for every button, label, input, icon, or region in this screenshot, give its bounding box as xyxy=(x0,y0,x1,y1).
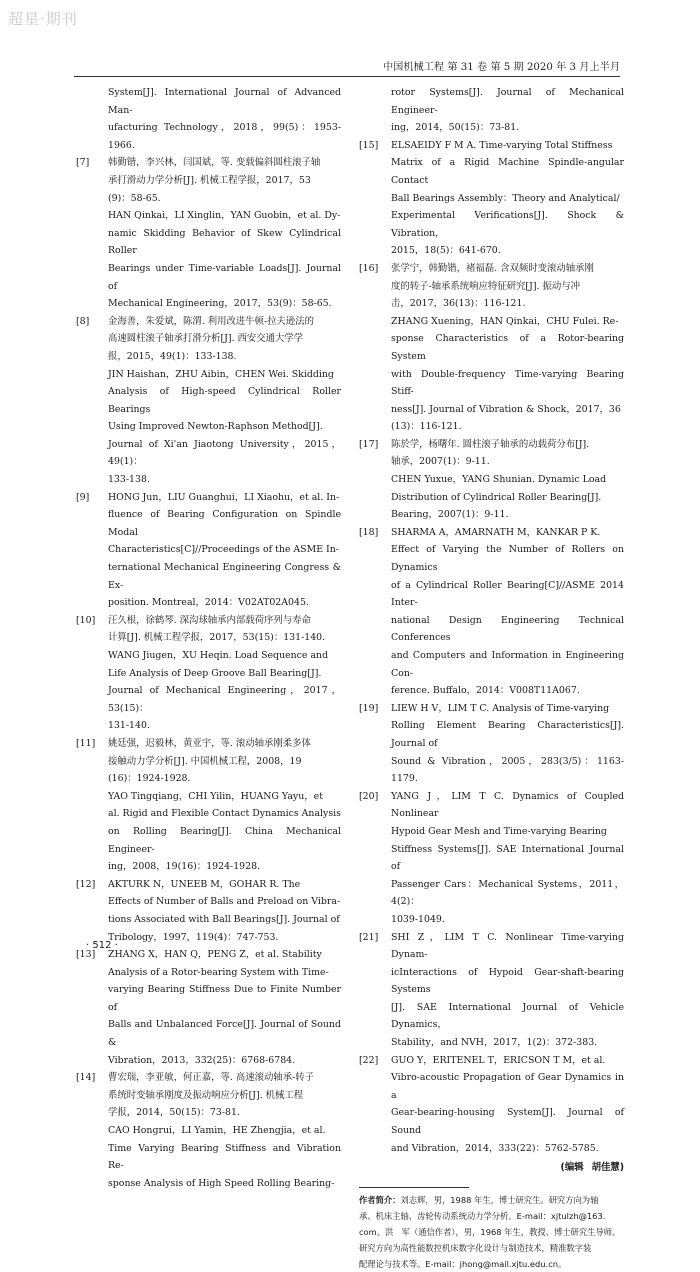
reference-entry xyxy=(76,84,341,154)
reference-line: 韩勤锴，李兴林，闫国斌，等. 变载偏斜圆柱滚子轴 xyxy=(108,157,321,169)
reference-line: CHEN Yuxue，YANG Shunian. Dynamic Load xyxy=(391,474,607,486)
reference-line: YANG J，LIM T C. Dynamics of Coupled Nonlinear xyxy=(391,790,624,820)
reference-entry xyxy=(76,489,341,612)
reference-line: on Rolling Bearing[J]. China Mechanical Engineer- xyxy=(108,825,341,855)
reference-line: Stiffness Systems[J]. SAE International Journal of xyxy=(391,843,624,873)
reference-entry xyxy=(76,876,341,946)
reference-entry xyxy=(359,788,624,929)
right-column xyxy=(359,84,624,1272)
reference-line: Sound & Vibration，2005，283(3/5)：1163-1179. xyxy=(391,755,624,785)
reference-entry xyxy=(359,524,624,700)
reference-line: 汪久根，徐鹤琴. 深沟球轴承内部载荷序列与寿命 xyxy=(108,614,311,626)
reference-line: rotor Systems[J]. Journal of Mechanical Engineer- xyxy=(391,87,624,116)
reference-number: [11] xyxy=(76,737,96,749)
reference-line: Time Varying Bearing Stiffness and Vibration Re- xyxy=(108,1142,341,1172)
reference-line: SHARMA A，AMARNATH M，KANKAR P K. xyxy=(391,526,601,538)
reference-line: (9)：58-65. xyxy=(108,192,161,204)
reference-line: Analysis of High-speed Cylindrical Roller Bearings xyxy=(108,386,341,415)
author-divider xyxy=(359,1187,469,1188)
reference-line: Experimental Verifications[J]. Shock & Vibration， xyxy=(391,210,624,239)
reference-number: [20] xyxy=(359,790,379,802)
reference-line: System[J]. International Journal of Advanced Man- xyxy=(108,87,341,116)
reference-line: Effect of Varying the Number of Rollers on Dynamics xyxy=(391,544,624,574)
reference-line: Hypoid Gear Mesh and Time-varying Bearing xyxy=(391,825,607,837)
reference-line: Passenger Cars：Mechanical Systems，2011，4(2)： xyxy=(391,878,624,908)
reference-line: position. Montreal，2014：V02AT02A045. xyxy=(108,597,309,609)
reference-line: HAN Qinkai，LI Xinglin，YAN Guobin，et al. Dy- xyxy=(108,210,341,222)
editor-label: (编辑 xyxy=(560,1162,584,1174)
reference-number: [13] xyxy=(76,949,96,961)
reference-line: with Double-frequency Time-varying Bearing Stiff- xyxy=(391,368,624,398)
reference-line: 系统时变轴承刚度及振动响应分析[J]. 机械工程 xyxy=(108,1089,304,1101)
reference-line: AKTURK N，UNEEB M，GOHAR R. The xyxy=(108,878,301,890)
editor-credit xyxy=(359,1159,624,1177)
reference-line: Tribology，1997，119(4)：747-753. xyxy=(108,931,279,943)
reference-line: (16)：1924-1928. xyxy=(108,773,191,785)
reference-entry xyxy=(76,154,341,312)
reference-number: [8] xyxy=(76,315,90,327)
reference-line: JIN Haishan，ZHU Aibin，CHEN Wei. Skidding xyxy=(108,368,334,380)
running-header: 中国机械工程 第 31 卷 第 5 期 2020 年 3 月上半月 xyxy=(382,62,620,73)
header-rule xyxy=(74,76,620,77)
reference-entry xyxy=(359,137,624,260)
reference-line: Balls and Unbalanced Force[J]. Journal of Sound & xyxy=(108,1019,341,1049)
reference-line: Ball Bearings Assembly：Theory and Analytical/ xyxy=(391,192,620,204)
reference-line: sponse Analysis of High Speed Rolling Bearing- xyxy=(108,1177,335,1189)
reference-number: [16] xyxy=(359,262,379,274)
reference-line: LIEW H V，LIM T C. Analysis of Time-varying xyxy=(391,702,610,714)
reference-line: WANG Jiugen，XU Heqin. Load Sequence and xyxy=(108,650,329,661)
reference-line: 报，2015，49(1)：133-138. xyxy=(108,350,237,362)
author-note-body xyxy=(359,1195,620,1269)
reference-line: Bearings under Time-variable Loads[J]. Journal of xyxy=(108,262,341,292)
reference-entry xyxy=(76,313,341,489)
reference-line: and Computers and Information in Engineering Con- xyxy=(391,650,624,679)
reference-line: 接触动力学分析[J]. 中国机械工程，2008，19 xyxy=(108,755,302,767)
reference-number: [22] xyxy=(359,1054,379,1066)
reference-line: 高速圆柱滚子轴承打滑分析[J]. 西安交通大学学 xyxy=(108,333,304,345)
reference-entry xyxy=(359,436,624,524)
reference-line: Using Improved Newton-Raphson Method[J]. xyxy=(108,421,323,433)
reference-line: namic Skidding Behavior of Skew Cylindrical Roller xyxy=(108,227,341,257)
author-note xyxy=(359,1192,624,1272)
reference-line: Rolling Element Bearing Characteristics[J]. Journal of xyxy=(391,720,624,749)
reference-line: (13)：116-121. xyxy=(391,421,462,433)
reference-entry xyxy=(359,700,624,788)
reference-line: [J]. SAE International Journal of Vehicle Dynamics， xyxy=(391,1001,624,1031)
reference-line: Vibration，2013，332(25)：6768-6784. xyxy=(108,1054,296,1066)
left-column xyxy=(76,84,341,1192)
reference-number: [18] xyxy=(359,526,379,538)
author-note-label: 作者简介： xyxy=(359,1194,401,1205)
reference-line: ing，2008，19(16)：1924-1928. xyxy=(108,861,261,873)
reference-line: 1039-1049. xyxy=(391,913,445,925)
reference-number: [17] xyxy=(359,438,379,450)
reference-line: 击，2017，36(13)：116-121. xyxy=(391,298,526,310)
reference-line: Journal of Mechanical Engineering，2017，53(15)： xyxy=(108,685,341,714)
reference-line: 学报，2014，50(15)：73-81. xyxy=(108,1107,240,1119)
reference-number: [10] xyxy=(76,614,96,626)
reference-line: CAO Hongrui，LI Yamin，HE Zhengjia，et al. xyxy=(108,1125,326,1137)
reference-line: varying Bearing Stiffness Due to Finite Number of xyxy=(108,984,341,1013)
reference-line: YAO Tingqiang，CHI Yilin，HUANG Yayu，et xyxy=(108,790,323,802)
reference-line: 姚廷强，迟毅林，黄亚宇，等. 滚动轴承刚柔多体 xyxy=(108,737,311,749)
reference-number: [15] xyxy=(359,139,379,151)
watermark-logo: 超星·期刊 xyxy=(8,10,78,28)
reference-entry xyxy=(359,260,624,436)
reference-line: and Vibration，2014，333(22)：5762-5785. xyxy=(391,1142,599,1154)
reference-number: [9] xyxy=(76,491,90,503)
reference-line: ference. Buffalo，2014：V008T11A067. xyxy=(391,685,580,697)
reference-entry xyxy=(76,946,341,1069)
reference-entry xyxy=(359,929,624,1052)
reference-line: ternational Mechanical Engineering Congress & Ex- xyxy=(108,562,341,591)
reference-line: 度的转子-轴承系统响应特征研究[J]. 振动与冲 xyxy=(391,280,580,292)
reference-entry xyxy=(76,612,341,735)
page-number: · 512 · xyxy=(86,940,118,951)
reference-line: ZHANG X，HAN Q，PENG Z，et al. Stability xyxy=(108,949,322,961)
author-note-line: 刘志辉，男，1988 年生，博士研究生。研究方向为轴 xyxy=(400,1194,599,1205)
reference-line: Gear-bearing-housing System[J]. Journal of Sound xyxy=(391,1107,624,1137)
editor-name: 胡佳慧) xyxy=(591,1162,624,1174)
reference-line: icInteractions of Hypoid Gear-shaft-bearing Systems xyxy=(391,966,624,996)
author-note-line: 研究方向为高性能数控机床数字化设计与制造技术，精准数字装 xyxy=(359,1242,592,1253)
reference-line: ZHANG Xuening，HAN Qinkai，CHU Fulei. Re- xyxy=(391,315,619,327)
reference-line: of a Cylindrical Roller Bearing[C]//ASME 2014 Inter- xyxy=(391,579,624,609)
reference-number: [19] xyxy=(359,702,379,714)
reference-line: 张学宁，韩勤锴，褚福磊. 含双频时变滚动轴承刚 xyxy=(391,262,594,274)
reference-line: ELSAEIDY F M A. Time-varying Total Stiffness xyxy=(391,139,613,151)
reference-number: [12] xyxy=(76,878,96,890)
reference-line: ufacturing Technology，2018，99(5)：1953-1966. xyxy=(108,122,341,151)
reference-line: 陈於学，杨曙年. 圆柱滚子轴承的动载荷分布[J]. xyxy=(391,438,590,450)
reference-line: SHI Z，LIM T C. Nonlinear Time-varying Dynam- xyxy=(391,931,624,961)
reference-line: Vibro-acoustic Propagation of Gear Dynamics in a xyxy=(391,1072,624,1101)
reference-line: al. Rigid and Flexible Contact Dynamics Analysis xyxy=(108,808,341,820)
reference-line: Journal of Xi'an Jiaotong University，2015，49(1)： xyxy=(108,438,341,468)
reference-line: tions Associated with Ball Bearings[J]. Journal of xyxy=(108,913,340,925)
author-note-line: 承、机床主轴、齿轮传动系统动力学分析。E-mail：xjtulzh@163. xyxy=(359,1210,606,1221)
author-note-line: com。洪 军（通信作者），男，1968 年生，教授、博士研究生导师。 xyxy=(359,1226,621,1237)
reference-entry xyxy=(359,1052,624,1158)
reference-line: Characteristics[C]//Proceedings of the ASME In- xyxy=(108,544,339,556)
reference-number: [21] xyxy=(359,931,379,943)
reference-line: national Design Engineering Technical Conferences xyxy=(391,614,624,644)
reference-number: [7] xyxy=(76,157,90,169)
reference-line: Analysis of a Rotor-bearing System with Time- xyxy=(108,966,329,978)
reference-line: 计算[J]. 机械工程学报，2017，53(15)：131-140. xyxy=(108,632,326,644)
right-references xyxy=(359,84,624,1157)
reference-line: 2015，18(5)：641-670. xyxy=(391,245,501,257)
reference-line: 曹宏瑞，李亚敏，何正嘉，等. 高速滚动轴承-转子 xyxy=(108,1072,315,1084)
reference-line: 133-138. xyxy=(108,474,150,486)
reference-line: 131-140. xyxy=(108,720,150,732)
reference-line: 承打滑动力学分析[J]. 机械工程学报，2017，53 xyxy=(108,174,311,186)
reference-entry xyxy=(76,1069,341,1192)
reference-line: GUO Y，ERITENEL T，ERICSON T M，et al. xyxy=(391,1054,606,1066)
reference-line: Life Analysis of Deep Groove Ball Bearing[J]. xyxy=(108,667,322,679)
reference-line: Bearing，2007(1)：9-11. xyxy=(391,509,509,521)
reference-line: sponse Characteristics of a Rotor-bearing System xyxy=(391,333,624,362)
reference-line: Stability，and NVH，2017，1(2)：372-383. xyxy=(391,1037,598,1049)
reference-line: fluence of Bearing Configuration on Spindle Modal xyxy=(108,509,341,538)
author-note-line: 配理论与技术等。E-mail：jhong@mail.xjtu.edu.cn。 xyxy=(359,1258,567,1269)
reference-line: Matrix of a Rigid Machine Spindle-angular Contact xyxy=(391,157,624,186)
reference-number: [14] xyxy=(76,1072,96,1084)
reference-line: ing，2014，50(15)：73-81. xyxy=(391,122,520,134)
reference-entry xyxy=(359,84,624,137)
reference-line: HONG Jun，LIU Guanghui，LI Xiaohu，et al. In- xyxy=(108,491,340,503)
reference-line: Mechanical Engineering，2017，53(9)：58-65. xyxy=(108,298,332,310)
reference-line: 金海善，朱爱斌，陈渭. 利用改进牛顿-拉夫逊法的 xyxy=(108,315,315,327)
reference-entry xyxy=(76,735,341,876)
reference-line: Effects of Number of Balls and Preload on Vibra- xyxy=(108,896,341,908)
reference-line: 轴承，2007(1)：9-11. xyxy=(391,456,490,468)
reference-line: Distribution of Cylindrical Roller Bearing[J]. xyxy=(391,491,602,503)
reference-line: ness[J]. Journal of Vibration & Shock，2017，36 xyxy=(391,403,621,415)
